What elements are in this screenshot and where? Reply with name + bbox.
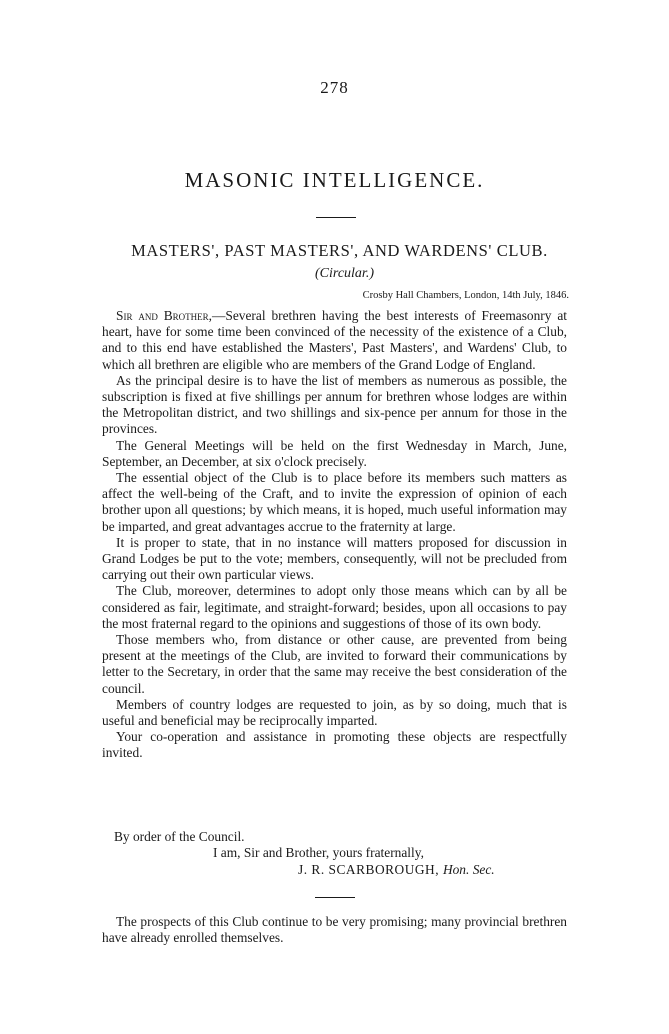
signature-block (298, 862, 495, 878)
section-divider (316, 217, 356, 218)
salutation: Sir and Brother, (116, 308, 213, 323)
signatory-role: Hon. Sec. (442, 862, 495, 877)
letter-paragraph: It is proper to state, that in no instance will matters proposed for discussion in Grand Lodges be put to the vote; members, consequently, will not be precluded from carrying out their own particular views. (102, 534, 567, 583)
paragraph-text: —Several brethren having the best interests of Freemasonry at heart, have for some time been convinced of the necessity of the existence of a Club, and to this end have established the Masters', Past Masters', and Wardens' Club, to which all brethren are eligible who are members of the Grand Lodge of England. (102, 308, 568, 372)
letter-address-date: Crosby Hall Chambers, London, 14th July, 1846. (362, 290, 569, 301)
postscript (102, 914, 567, 946)
letter-paragraph: The Club, moreover, determines to adopt only those means which can by all be considered as fair, legitimate, and straight-forward; besides, upon all occasions to pay the most fraternal regard to the opinions and suggestions of those of its own body. (102, 583, 567, 631)
page-number: 278 (320, 78, 349, 97)
letter-paragraph: As the principal desire is to have the list of members as numerous as possible, the subscription is fixed at five shillings per annum for brethren whose lodges are within the Metropolitan district, and two shillings and six-pence per annum for those in the provinces. (102, 372, 567, 437)
signatory-name: J. R. SCARBOROUGH, (298, 862, 440, 877)
section-title: MASONIC INTELLIGENCE. (184, 168, 485, 192)
postscript-divider (315, 897, 355, 898)
order-line: By order of the Council. (114, 829, 245, 844)
letter-paragraph: The General Meetings will be held on the first Wednesday in March, June, September, an December, at six o'clock precisely. (102, 437, 567, 469)
valediction: I am, Sir and Brother, yours fraternally, (213, 845, 424, 860)
club-title: MASTERS', PAST MASTERS', AND WARDENS' CLUB. (131, 241, 548, 260)
circular-label: (Circular.) (315, 266, 374, 281)
postscript-text: The prospects of this Club continue to be very promising; many provincial brethren have already enrolled themselves. (102, 914, 567, 946)
letter-paragraph: Members of country lodges are requested to join, as by so doing, much that is useful and beneficial may be reciprocally imparted. (102, 696, 567, 729)
letter-paragraph (102, 308, 567, 373)
letter-paragraph: The essential object of the Club is to place before its members such matters as affect the well-being of the Craft, and to invite the expression of opinion of each brother upon all questions; by which means, it is hoped, much useful information may be imparted, and great advantages accrue to the fraternity at large. (102, 470, 567, 534)
letter-paragraph: Your co-operation and assistance in promoting these objects are respectfully invited. (102, 729, 567, 761)
letter-body (102, 308, 567, 762)
letter-paragraph: Those members who, from distance or other cause, are prevented from being present at the meetings of the Club, are invited to forward their communications by letter to the Secretary, in order that the same may receive the best consideration of the council. (102, 632, 567, 696)
